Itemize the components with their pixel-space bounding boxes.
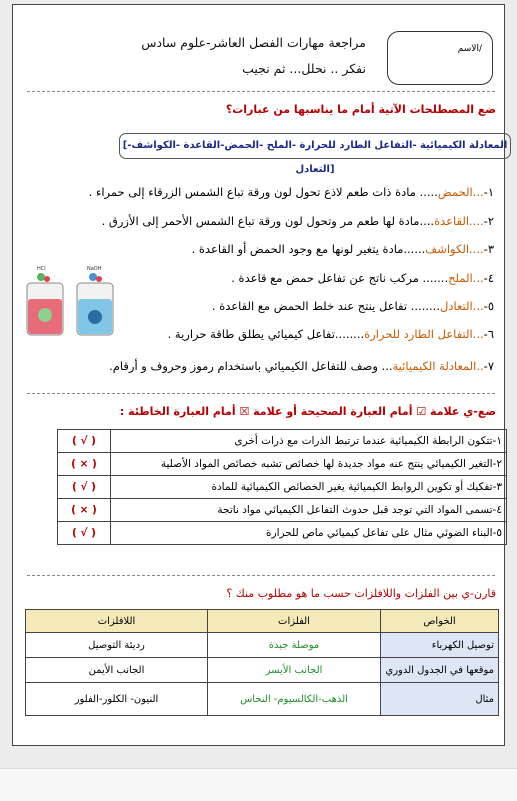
- statement-4: ٤-تسمى المواد التي توجد قبل حدوث التفاعل الكيميائي مواد ناتجة: [111, 499, 507, 522]
- statement-1: ١-تتكون الرابطة الكيميائية عندما ترتبط الذرات مع ذرات أخرى: [111, 430, 507, 453]
- table-row: [58, 453, 507, 476]
- divider: [27, 393, 495, 394]
- answer-mark-1[interactable]: ( √ ): [58, 430, 111, 453]
- table-row: [26, 633, 499, 658]
- acid-beaker-icon: [27, 273, 63, 335]
- page-title: مراجعة مهارات الفصل العاشر-علوم سادس: [141, 35, 366, 50]
- answer-2: ....القاعدة: [434, 214, 484, 228]
- answer-mark-4[interactable]: ( × ): [58, 499, 111, 522]
- statement-2: ٢-التغير الكيميائي ينتج عنه مواد جديدة لها خصائص تشبه خصائص المواد الأصلية: [111, 453, 507, 476]
- question-7: ٧-..المعادلة الكيميائية... وصف للتفاعل الكيميائي باستخدام رموز وحروف و أرقام.: [109, 359, 494, 373]
- table-row: [58, 499, 507, 522]
- divider: [27, 91, 495, 92]
- nonmetal-cell: رديئة التوصيل: [26, 633, 208, 658]
- answer-1: ...الحمض: [437, 185, 484, 199]
- table-row: [26, 658, 499, 683]
- question-2: ٢-....القاعدة....مادة لها طعم مر وتحول لون ورقة تباع الشمس الأحمر إلى الأزرق .: [101, 214, 494, 228]
- header-metals: الفلزات: [208, 610, 381, 633]
- metal-cell: موصلة جيدة: [208, 633, 381, 658]
- divider: [27, 575, 495, 576]
- answer-mark-3[interactable]: ( √ ): [58, 476, 111, 499]
- comparison-table: [25, 609, 499, 716]
- terms-box: [المعادلة الكيميائية -التفاعل الطارد للحرارة -الملح -الحمض-القاعدة -الكواشف-التعادل]: [119, 133, 511, 159]
- answer-5: ...التعادل: [439, 299, 484, 313]
- answer-7: ..المعادلة الكيميائية: [392, 359, 484, 373]
- question-1: ١-...الحمض..... مادة ذات طعم لاذع تحول لون ورقة تباع الشمس الزرقاء إلى حمراء .: [88, 185, 494, 199]
- statement-3: ٣-تفكيك أو تكوين الروابط الكيميائية يغير الخصائص الكيميائية للمادة: [111, 476, 507, 499]
- base-beaker-icon: [77, 273, 113, 335]
- property-cell: مثال: [381, 683, 499, 716]
- hcl-label: HCl: [37, 266, 46, 272]
- question-5: ٥-...التعادل........ تفاعل ينتج عند خلط الحمض مع القاعدة .: [211, 299, 494, 313]
- answer-3: ....الكواشف: [425, 242, 484, 256]
- section3-instruction: قارن-ي بين الفلزات واللافلزات حسب ما هو مطلوب منك ؟: [226, 587, 496, 600]
- table-row: [58, 476, 507, 499]
- table-row: [58, 522, 507, 545]
- beakers-illustration: [21, 263, 121, 341]
- section2-instruction: ضع-ي علامة ☑ أمام العبارة الصحيحة أو علامة ☒ أمام العبارة الخاطئة :: [119, 405, 496, 418]
- nonmetal-cell: النيون- الكلور-الفلور: [26, 683, 208, 716]
- next-page-strip: [0, 768, 517, 801]
- answer-mark-2[interactable]: ( × ): [58, 453, 111, 476]
- question-3: ٣-....الكواشف......مادة يتغير لونها مع وجود الحمض أو القاعدة .: [191, 242, 494, 256]
- header-properties: الخواص: [381, 610, 499, 633]
- table-row: [58, 430, 507, 453]
- property-cell: توصيل الكهرباء: [381, 633, 499, 658]
- section1-instruction: ضع المصطلحات الآتية أمام ما يناسبها من عبارات؟: [225, 103, 496, 116]
- nonmetal-cell: الجانب الأيمن: [26, 658, 208, 683]
- answer-4: ...الملح: [448, 271, 484, 285]
- answer-mark-5[interactable]: ( √ ): [58, 522, 111, 545]
- question-6: ٦-...التفاعل الطارد للحرارة........تفاعل كيميائي يطلق طاقة حرارية .: [167, 327, 494, 341]
- metal-cell: الذهب-الكالسيوم- النحاس: [208, 683, 381, 716]
- name-label: الاسم/: [457, 44, 482, 54]
- page-subtitle: نفكر .. نحلل... ثم نجيب: [242, 61, 366, 76]
- header-nonmetals: اللافلزات: [26, 610, 208, 633]
- question-4: ٤-...الملح....... مركب ناتج عن تفاعل حمض مع قاعدة .: [231, 271, 494, 285]
- name-box[interactable]: [387, 31, 493, 85]
- table-row: [26, 683, 499, 716]
- answer-6: ...التفاعل الطارد للحرارة: [364, 327, 484, 341]
- metal-cell: الجانب الأيسر: [208, 658, 381, 683]
- worksheet-page: [12, 4, 508, 746]
- naoh-label: NaOH: [87, 266, 102, 272]
- property-cell: موقعها في الجدول الدوري: [381, 658, 499, 683]
- true-false-table: [57, 429, 507, 545]
- statement-5: ٥-البناء الضوئي مثال على تفاعل كيميائي ماص للحرارة: [111, 522, 507, 545]
- table-header-row: [26, 610, 499, 633]
